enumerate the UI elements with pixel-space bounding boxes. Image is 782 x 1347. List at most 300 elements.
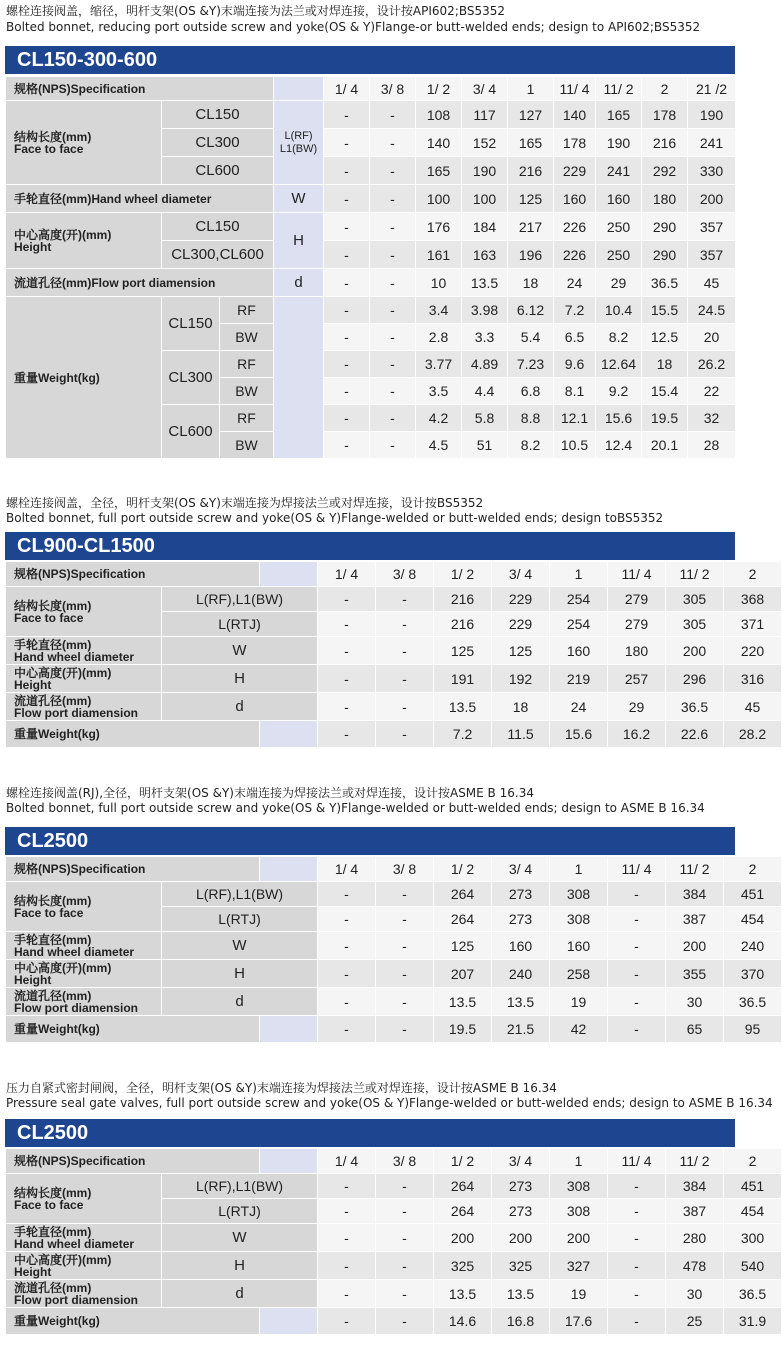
size-header: 3/ 8 bbox=[376, 562, 434, 587]
intro-cn-1: 螺栓连接阀盖，缩径，明杆支架(OS &Y)末端连接为法兰或对焊连接，设计按API602;BS5352 bbox=[6, 4, 506, 18]
value-cell: 250 bbox=[596, 241, 642, 269]
table-row bbox=[6, 1252, 782, 1280]
value-cell: - bbox=[376, 587, 434, 612]
value-cell: 4.4 bbox=[462, 378, 508, 405]
table-row bbox=[6, 297, 736, 324]
value-cell: 29 bbox=[608, 693, 666, 721]
end-type-label: RF bbox=[220, 351, 274, 378]
end-type-label: BW bbox=[220, 324, 274, 351]
value-cell: - bbox=[370, 101, 416, 129]
value-cell: - bbox=[324, 101, 370, 129]
face-symbol: L(RTJ) bbox=[162, 907, 318, 932]
value-cell: - bbox=[608, 1174, 666, 1199]
value-cell: 19.5 bbox=[642, 405, 688, 432]
value-cell: 100 bbox=[462, 185, 508, 213]
value-cell: - bbox=[318, 1224, 376, 1252]
size-header: 3/ 4 bbox=[462, 77, 508, 101]
value-cell: 6.5 bbox=[554, 324, 596, 351]
value-cell: 163 bbox=[462, 241, 508, 269]
size-header: 3/ 4 bbox=[492, 1149, 550, 1174]
intro-en-1: Bolted bonnet, reducing port outside screw and yoke(OS & Y)Flange-or butt-welded ends; design to API602;BS5352 bbox=[6, 20, 701, 34]
table-row bbox=[6, 101, 736, 129]
value-cell: 6.8 bbox=[508, 378, 554, 405]
row-label-en: Hand wheel diameter bbox=[14, 1236, 135, 1251]
size-header: 1 bbox=[550, 1149, 608, 1174]
size-header: 1/ 4 bbox=[318, 562, 376, 587]
size-header: 1/ 4 bbox=[318, 1149, 376, 1174]
value-cell: - bbox=[370, 129, 416, 157]
value-cell: 8.1 bbox=[554, 378, 596, 405]
size-header: 11/ 2 bbox=[596, 77, 642, 101]
value-cell: 216 bbox=[642, 129, 688, 157]
row-label-en: Flow port diamension bbox=[14, 705, 139, 720]
table-row bbox=[6, 1224, 782, 1252]
height-symbol: H bbox=[274, 213, 324, 269]
class-label: CL150 bbox=[162, 213, 274, 241]
value-cell: 296 bbox=[666, 665, 724, 693]
value-cell: 19 bbox=[550, 988, 608, 1016]
value-cell: - bbox=[324, 241, 370, 269]
row-label-en: Face to face bbox=[14, 141, 84, 156]
value-cell: 16.8 bbox=[492, 1308, 550, 1335]
size-header: 1 bbox=[550, 857, 608, 882]
value-cell: 4.89 bbox=[462, 351, 508, 378]
value-cell: 28.2 bbox=[724, 721, 782, 748]
size-header: 1/ 2 bbox=[416, 77, 462, 101]
value-cell: 180 bbox=[642, 185, 688, 213]
value-cell: 108 bbox=[416, 101, 462, 129]
row-label bbox=[6, 988, 162, 1016]
value-cell: 540 bbox=[724, 1252, 782, 1280]
value-cell: 3.3 bbox=[462, 324, 508, 351]
value-cell: 3.77 bbox=[416, 351, 462, 378]
size-header: 21 /2 bbox=[688, 77, 736, 101]
row-label-cn: 中心高度(开)(mm) bbox=[14, 665, 112, 680]
row-label-cn: 结构长度(mm) bbox=[14, 129, 92, 144]
value-cell: 8.2 bbox=[596, 324, 642, 351]
value-cell: 216 bbox=[434, 587, 492, 612]
row-symbol: W bbox=[162, 932, 318, 960]
value-cell: 219 bbox=[550, 665, 608, 693]
row-symbol: d bbox=[162, 693, 318, 721]
table-row bbox=[6, 665, 782, 693]
value-cell: 29 bbox=[596, 269, 642, 297]
value-cell: 8.8 bbox=[508, 405, 554, 432]
table-row bbox=[6, 1174, 782, 1199]
value-cell: 32 bbox=[688, 405, 736, 432]
value-cell: 292 bbox=[642, 157, 688, 185]
value-cell: 370 bbox=[724, 960, 782, 988]
row-label-cn: 中心高度(开)(mm) bbox=[14, 1252, 112, 1267]
value-cell: 140 bbox=[416, 129, 462, 157]
value-cell: 196 bbox=[508, 241, 554, 269]
value-cell: - bbox=[318, 1280, 376, 1308]
value-cell: - bbox=[324, 378, 370, 405]
size-header: 1/ 4 bbox=[318, 857, 376, 882]
value-cell: 273 bbox=[492, 1174, 550, 1199]
value-cell: - bbox=[376, 693, 434, 721]
value-cell: 200 bbox=[666, 637, 724, 665]
table-title-4: CL2500 bbox=[5, 1119, 735, 1147]
value-cell: - bbox=[324, 185, 370, 213]
value-cell: 15.6 bbox=[596, 405, 642, 432]
value-cell: 13.5 bbox=[492, 1280, 550, 1308]
face-to-face-label bbox=[6, 101, 162, 185]
value-cell: 19.5 bbox=[434, 1016, 492, 1043]
value-cell: 13.5 bbox=[462, 269, 508, 297]
spec-table-3 bbox=[5, 856, 782, 1043]
row-label-cn: 手轮直径(mm) bbox=[14, 637, 92, 652]
table-row bbox=[6, 185, 736, 213]
class-label: CL600 bbox=[162, 405, 220, 459]
size-header: 3/ 8 bbox=[376, 857, 434, 882]
weight-label: 重量Weight(kg) bbox=[6, 1016, 260, 1043]
value-cell: - bbox=[324, 405, 370, 432]
value-cell: - bbox=[608, 907, 666, 932]
row-label bbox=[6, 637, 162, 665]
intro-en-4: Pressure seal gate valves, full port outside screw and yoke(OS & Y)Flange-welded or butt-welded ends; design to ASME B 16.34 bbox=[6, 1096, 773, 1110]
value-cell: 308 bbox=[550, 907, 608, 932]
size-header: 2 bbox=[724, 857, 782, 882]
value-cell: - bbox=[318, 587, 376, 612]
value-cell: - bbox=[376, 612, 434, 637]
value-cell: 12.5 bbox=[642, 324, 688, 351]
value-cell: 371 bbox=[724, 612, 782, 637]
value-cell: 152 bbox=[462, 129, 508, 157]
value-cell: 273 bbox=[492, 882, 550, 907]
value-cell: 5.4 bbox=[508, 324, 554, 351]
face-symbol: L(RTJ) bbox=[162, 612, 318, 637]
row-label-cn: 结构长度(mm) bbox=[14, 1185, 92, 1200]
size-header: 1/ 2 bbox=[434, 857, 492, 882]
value-cell: - bbox=[318, 960, 376, 988]
value-cell: 26.2 bbox=[688, 351, 736, 378]
end-type-label: RF bbox=[220, 405, 274, 432]
value-cell: - bbox=[608, 882, 666, 907]
value-cell: 305 bbox=[666, 612, 724, 637]
class-label: CL150 bbox=[162, 297, 220, 351]
row-label bbox=[6, 1224, 162, 1252]
value-cell: 226 bbox=[554, 241, 596, 269]
value-cell: - bbox=[324, 129, 370, 157]
value-cell: 280 bbox=[666, 1224, 724, 1252]
size-header: 1 bbox=[508, 77, 554, 101]
value-cell: 100 bbox=[416, 185, 462, 213]
value-cell: 125 bbox=[434, 932, 492, 960]
size-header: 3/ 8 bbox=[370, 77, 416, 101]
value-cell: 241 bbox=[688, 129, 736, 157]
value-cell: 36.5 bbox=[724, 1280, 782, 1308]
value-cell: 478 bbox=[666, 1252, 724, 1280]
value-cell: - bbox=[370, 269, 416, 297]
face-symbol: L(RF),L1(BW) bbox=[162, 882, 318, 907]
size-header: 2 bbox=[724, 562, 782, 587]
value-cell: 7.2 bbox=[434, 721, 492, 748]
value-cell: 273 bbox=[492, 1199, 550, 1224]
size-header: 1/ 2 bbox=[434, 1149, 492, 1174]
row-label-en: Height bbox=[14, 972, 52, 987]
value-cell: 65 bbox=[666, 1016, 724, 1043]
class-label: CL300,CL600 bbox=[162, 241, 274, 269]
value-cell: 300 bbox=[724, 1224, 782, 1252]
weight-label: 重量Weight(kg) bbox=[6, 1308, 260, 1335]
value-cell: 14.6 bbox=[434, 1308, 492, 1335]
value-cell: 264 bbox=[434, 1174, 492, 1199]
value-cell: 250 bbox=[596, 213, 642, 241]
spec-table-1 bbox=[5, 76, 736, 459]
class-label: CL300 bbox=[162, 351, 220, 405]
value-cell: - bbox=[318, 1252, 376, 1280]
value-cell: 191 bbox=[434, 665, 492, 693]
value-cell: 20 bbox=[688, 324, 736, 351]
table-row bbox=[6, 587, 782, 612]
value-cell: 200 bbox=[550, 1224, 608, 1252]
row-label bbox=[6, 665, 162, 693]
size-header: 1 bbox=[550, 562, 608, 587]
value-cell: 125 bbox=[434, 637, 492, 665]
value-cell: 4.5 bbox=[416, 432, 462, 459]
table-row bbox=[6, 269, 736, 297]
row-symbol: d bbox=[162, 1280, 318, 1308]
value-cell: 257 bbox=[608, 665, 666, 693]
value-cell: 316 bbox=[724, 665, 782, 693]
row-label-cn: 流道孔径(mm) bbox=[14, 988, 92, 1003]
value-cell: 20.1 bbox=[642, 432, 688, 459]
row-label-cn: 手轮直径(mm) bbox=[14, 932, 92, 947]
value-cell: - bbox=[318, 1016, 376, 1043]
value-cell: - bbox=[608, 1280, 666, 1308]
value-cell: 387 bbox=[666, 1199, 724, 1224]
intro-en-2: Bolted bonnet, full port outside screw and yoke(OS & Y)Flange-welded or butt-welded ends; design toBS5352 bbox=[6, 511, 664, 525]
row-label-cn: 流道孔径(mm) bbox=[14, 1280, 92, 1295]
value-cell: 451 bbox=[724, 1174, 782, 1199]
value-cell: - bbox=[324, 432, 370, 459]
value-cell: - bbox=[376, 882, 434, 907]
row-symbol: H bbox=[162, 665, 318, 693]
row-label-en: Flow port diamension bbox=[14, 1000, 139, 1015]
value-cell: 125 bbox=[508, 185, 554, 213]
value-cell: - bbox=[318, 882, 376, 907]
size-header: 11/ 4 bbox=[608, 857, 666, 882]
value-cell: - bbox=[608, 960, 666, 988]
value-cell: 229 bbox=[554, 157, 596, 185]
value-cell: - bbox=[608, 988, 666, 1016]
row-label-cn: 结构长度(mm) bbox=[14, 893, 92, 908]
value-cell: - bbox=[608, 1308, 666, 1335]
value-cell: 140 bbox=[554, 101, 596, 129]
value-cell: 18 bbox=[642, 351, 688, 378]
value-cell: 305 bbox=[666, 587, 724, 612]
value-cell: - bbox=[318, 988, 376, 1016]
table-row bbox=[6, 1308, 782, 1335]
value-cell: 160 bbox=[492, 932, 550, 960]
row-label-en: Hand wheel diameter bbox=[14, 649, 135, 664]
size-header: 2 bbox=[724, 1149, 782, 1174]
value-cell: 3.98 bbox=[462, 297, 508, 324]
value-cell: 24 bbox=[550, 693, 608, 721]
value-cell: 279 bbox=[608, 587, 666, 612]
row-symbol: H bbox=[162, 1252, 318, 1280]
row-label bbox=[6, 960, 162, 988]
value-cell: - bbox=[370, 324, 416, 351]
value-cell: 240 bbox=[492, 960, 550, 988]
value-cell: 7.2 bbox=[554, 297, 596, 324]
value-cell: 264 bbox=[434, 907, 492, 932]
value-cell: 192 bbox=[492, 665, 550, 693]
value-cell: 19 bbox=[550, 1280, 608, 1308]
value-cell: - bbox=[324, 324, 370, 351]
face-to-face-label bbox=[6, 882, 162, 932]
value-cell: 117 bbox=[462, 101, 508, 129]
value-cell: 220 bbox=[724, 637, 782, 665]
value-cell: - bbox=[370, 432, 416, 459]
value-cell: - bbox=[324, 351, 370, 378]
value-cell: 264 bbox=[434, 882, 492, 907]
end-type-label: RF bbox=[220, 297, 274, 324]
value-cell: 178 bbox=[642, 101, 688, 129]
spec-header-label: 规格(NPS)Specification bbox=[6, 77, 274, 101]
row-symbol: H bbox=[162, 960, 318, 988]
weight-label: 重量Weight(kg) bbox=[6, 721, 260, 748]
intro-cn-2: 螺栓连接阀盖，全径，明杆支架(OS &Y)末端连接为焊接法兰或对焊连接，设计按BS5352 bbox=[6, 496, 484, 510]
value-cell: - bbox=[370, 405, 416, 432]
value-cell: 15.4 bbox=[642, 378, 688, 405]
value-cell: - bbox=[318, 932, 376, 960]
spec-header-blank bbox=[260, 857, 318, 882]
value-cell: 25 bbox=[666, 1308, 724, 1335]
value-cell: 217 bbox=[508, 213, 554, 241]
value-cell: 18 bbox=[492, 693, 550, 721]
value-cell: - bbox=[318, 907, 376, 932]
value-cell: - bbox=[370, 297, 416, 324]
value-cell: 258 bbox=[550, 960, 608, 988]
value-cell: - bbox=[376, 1308, 434, 1335]
class-label: CL600 bbox=[162, 157, 274, 185]
value-cell: 190 bbox=[462, 157, 508, 185]
spec-header-label: 规格(NPS)Specification bbox=[6, 857, 260, 882]
value-cell: 22 bbox=[688, 378, 736, 405]
size-header: 11/ 4 bbox=[554, 77, 596, 101]
value-cell: 11.5 bbox=[492, 721, 550, 748]
table-title-2: CL900-CL1500 bbox=[5, 532, 735, 560]
value-cell: 16.2 bbox=[608, 721, 666, 748]
value-cell: 13.5 bbox=[434, 988, 492, 1016]
value-cell: 308 bbox=[550, 1174, 608, 1199]
spec-table-4 bbox=[5, 1148, 782, 1335]
table-row bbox=[6, 721, 782, 748]
value-cell: - bbox=[376, 1174, 434, 1199]
value-cell: 325 bbox=[492, 1252, 550, 1280]
weight-symbol-blank bbox=[274, 297, 324, 459]
table-row bbox=[6, 1016, 782, 1043]
value-cell: 2.8 bbox=[416, 324, 462, 351]
row-label-en: Flow port diamension bbox=[14, 1292, 139, 1307]
value-cell: - bbox=[376, 1280, 434, 1308]
value-cell: 9.6 bbox=[554, 351, 596, 378]
value-cell: 15.6 bbox=[550, 721, 608, 748]
value-cell: 17.6 bbox=[550, 1308, 608, 1335]
spec-header-label: 规格(NPS)Specification bbox=[6, 562, 260, 587]
intro-en-3: Bolted bonnet, full port outside screw and yoke(OS & Y)Flange-welded or butt-welded ends; design to ASME B 16.34 bbox=[6, 801, 705, 815]
value-cell: 384 bbox=[666, 882, 724, 907]
weight-symbol-blank bbox=[260, 1016, 318, 1043]
value-cell: - bbox=[370, 185, 416, 213]
value-cell: 160 bbox=[550, 637, 608, 665]
face-symbol: L(RF),L1(BW) bbox=[162, 1174, 318, 1199]
value-cell: 190 bbox=[596, 129, 642, 157]
value-cell: 95 bbox=[724, 1016, 782, 1043]
value-cell: 36.5 bbox=[666, 693, 724, 721]
value-cell: - bbox=[376, 1252, 434, 1280]
value-cell: 176 bbox=[416, 213, 462, 241]
value-cell: 327 bbox=[550, 1252, 608, 1280]
value-cell: - bbox=[318, 1199, 376, 1224]
table-row bbox=[6, 213, 736, 241]
value-cell: - bbox=[318, 612, 376, 637]
value-cell: 13.5 bbox=[492, 988, 550, 1016]
value-cell: 127 bbox=[508, 101, 554, 129]
hand-wheel-label: 手轮直径(mm)Hand wheel diameter bbox=[6, 185, 274, 213]
value-cell: 125 bbox=[492, 637, 550, 665]
value-cell: - bbox=[376, 1016, 434, 1043]
value-cell: - bbox=[324, 297, 370, 324]
table-row bbox=[6, 77, 736, 101]
table-row bbox=[6, 1280, 782, 1308]
value-cell: 165 bbox=[596, 101, 642, 129]
value-cell: 180 bbox=[608, 637, 666, 665]
value-cell: - bbox=[376, 932, 434, 960]
value-cell: 30 bbox=[666, 988, 724, 1016]
row-label bbox=[6, 693, 162, 721]
value-cell: 24.5 bbox=[688, 297, 736, 324]
value-cell: 4.2 bbox=[416, 405, 462, 432]
value-cell: 160 bbox=[596, 185, 642, 213]
value-cell: 21.5 bbox=[492, 1016, 550, 1043]
value-cell: 3.4 bbox=[416, 297, 462, 324]
value-cell: 454 bbox=[724, 1199, 782, 1224]
table-row bbox=[6, 1149, 782, 1174]
value-cell: - bbox=[318, 693, 376, 721]
row-label-en: Face to face bbox=[14, 1197, 84, 1212]
row-label-cn: 流道孔径(mm) bbox=[14, 693, 92, 708]
value-cell: 200 bbox=[688, 185, 736, 213]
face-symbol bbox=[274, 101, 324, 185]
value-cell: - bbox=[318, 665, 376, 693]
class-label: CL150 bbox=[162, 101, 274, 129]
value-cell: 51 bbox=[462, 432, 508, 459]
value-cell: 161 bbox=[416, 241, 462, 269]
value-cell: 357 bbox=[688, 241, 736, 269]
row-label bbox=[6, 932, 162, 960]
end-type-label: BW bbox=[220, 432, 274, 459]
flow-port-symbol: d bbox=[274, 269, 324, 297]
row-label-en: Height bbox=[14, 677, 52, 692]
value-cell: - bbox=[608, 1252, 666, 1280]
value-cell: 229 bbox=[492, 587, 550, 612]
class-label: CL300 bbox=[162, 129, 274, 157]
table-row bbox=[6, 988, 782, 1016]
value-cell: - bbox=[376, 665, 434, 693]
value-cell: 207 bbox=[434, 960, 492, 988]
value-cell: 160 bbox=[554, 185, 596, 213]
value-cell: 5.8 bbox=[462, 405, 508, 432]
value-cell: 451 bbox=[724, 882, 782, 907]
value-cell: 28 bbox=[688, 432, 736, 459]
value-cell: - bbox=[376, 721, 434, 748]
size-header: 11/ 4 bbox=[608, 1149, 666, 1174]
value-cell: 31.9 bbox=[724, 1308, 782, 1335]
value-cell: - bbox=[318, 637, 376, 665]
